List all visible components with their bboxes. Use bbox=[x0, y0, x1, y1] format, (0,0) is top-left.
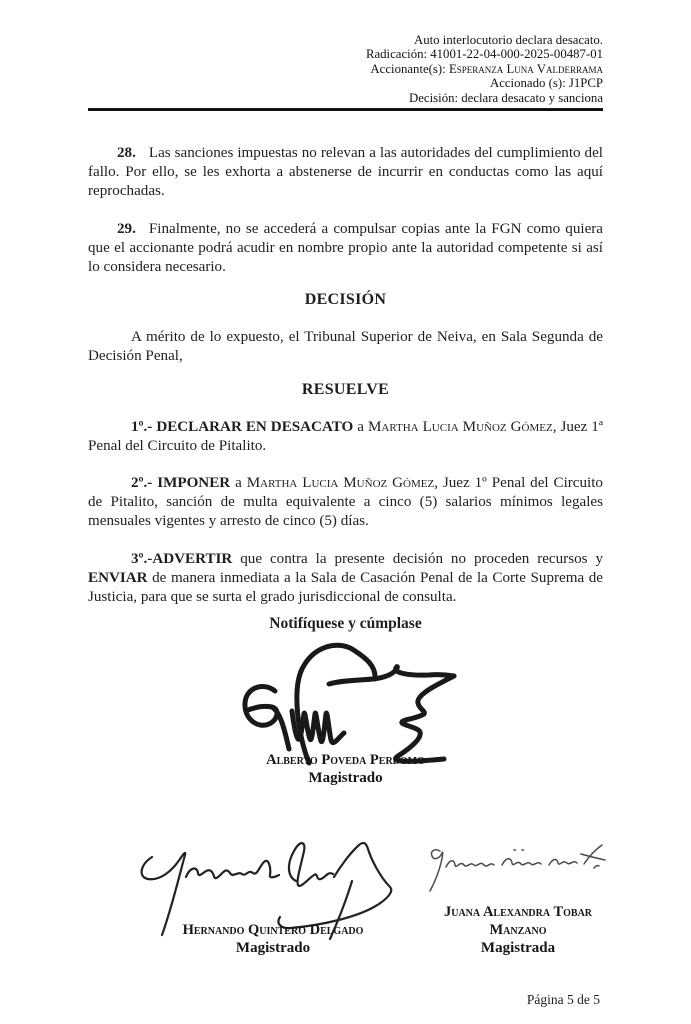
resolution-item-3 bbox=[88, 550, 603, 607]
magistrate-name-main: Alberto Poveda Perdomo bbox=[266, 752, 425, 769]
item-2-text: , Juez 1º Penal del Circuito de Pitalito, sanción de multa equivalente a cinco (5) salarios mínimos legales mensuales vigentes y arresto de cinco (5) días. bbox=[88, 475, 603, 530]
decision-heading: DECISIÓN bbox=[304, 291, 387, 309]
header-decision: Decisión: declara desacato y sanciona bbox=[409, 90, 603, 105]
resuelve-heading: RESUELVE bbox=[301, 381, 390, 399]
header-radicacion: Radicación: 41001-22-04-000-2025-00487-01 bbox=[365, 47, 603, 62]
header-divider bbox=[88, 108, 603, 111]
signature-alberto-poveda bbox=[226, 635, 466, 767]
document-header bbox=[0, 0, 691, 105]
item-2-connector: a bbox=[230, 475, 247, 492]
header-accionado: Accionado (s): J1PCP bbox=[489, 76, 603, 91]
resolution-item-2 bbox=[88, 474, 603, 531]
item-1-directive: 1º.- DECLARAR EN DESACATO bbox=[131, 419, 354, 436]
page-number: Página 5 de 5 bbox=[526, 992, 600, 1007]
item-1-connector: a bbox=[353, 419, 368, 436]
closing-formula: Notifíquese y cúmplase bbox=[269, 615, 422, 633]
paragraph-28-text: Las sanciones impuestas no relevan a las autoridades del cumplimiento del fallo. Por ello, se les exhorta a abstenerse de incurrir en conductas como las aquí reprochadas. bbox=[88, 145, 603, 200]
item-3-text-a: que contra la presente decisión no proceden recursos y bbox=[232, 551, 603, 568]
magistrate-name-left: Hernando Quintero Delgado bbox=[182, 922, 364, 939]
decision-intro: A mérito de lo expuesto, el Tribunal Superior de Neiva, en Sala Segunda de Decisión Penal, bbox=[88, 329, 603, 365]
item-3-text-b: de manera inmediata a la Sala de Casación Penal de la Corte Suprema de Justicia, para que se surta el grado jurisdiccional de consulta. bbox=[88, 570, 603, 606]
signature-juana-tobar bbox=[418, 839, 618, 897]
paragraph-29-number: 29. bbox=[117, 221, 136, 238]
magistrate-title-right: Magistrada bbox=[480, 940, 556, 957]
item-3-directive: 3º.-ADVERTIR bbox=[131, 551, 233, 568]
magistrate-name-right: Juana Alexandra Tobar Manzano bbox=[443, 904, 593, 939]
item-2-directive: 2º.- IMPONER bbox=[131, 475, 231, 492]
item-3-directive-2: ENVIAR bbox=[88, 570, 148, 587]
magistrate-title-left: Magistrado bbox=[235, 940, 311, 957]
header-accionante-name: Esperanza Luna Valderrama bbox=[448, 61, 603, 76]
paragraph-29-text: Finalmente, no se accederá a compulsar copias ante la FGN como quiera que el accionante podrá acudir en nombre propio ante la autoridad competente si así lo considera necesario. bbox=[88, 221, 603, 276]
resolution-item-1 bbox=[88, 418, 603, 456]
item-1-text: , Juez 1ª Penal del Circuito de Pitalito. bbox=[88, 419, 603, 455]
signature-block-right bbox=[418, 829, 618, 957]
magistrate-title-main: Magistrado bbox=[308, 770, 383, 787]
signature-block-main bbox=[88, 635, 603, 787]
header-accionante-label: Accionante(s): bbox=[370, 61, 449, 76]
item-1-person-name: Martha Lucia Muñoz Gómez bbox=[367, 419, 553, 436]
signature-block-left bbox=[128, 829, 418, 957]
paragraph-28 bbox=[88, 144, 603, 201]
paragraph-29 bbox=[88, 220, 603, 277]
signature-row-bottom bbox=[128, 829, 593, 957]
header-accionante bbox=[88, 62, 603, 76]
paragraph-28-number: 28. bbox=[117, 145, 136, 162]
header-case-type: Auto interlocutorio declara desacato. bbox=[413, 33, 603, 47]
item-2-person-name: Martha Lucia Muñoz Gómez bbox=[246, 475, 435, 492]
document-body bbox=[0, 144, 691, 957]
